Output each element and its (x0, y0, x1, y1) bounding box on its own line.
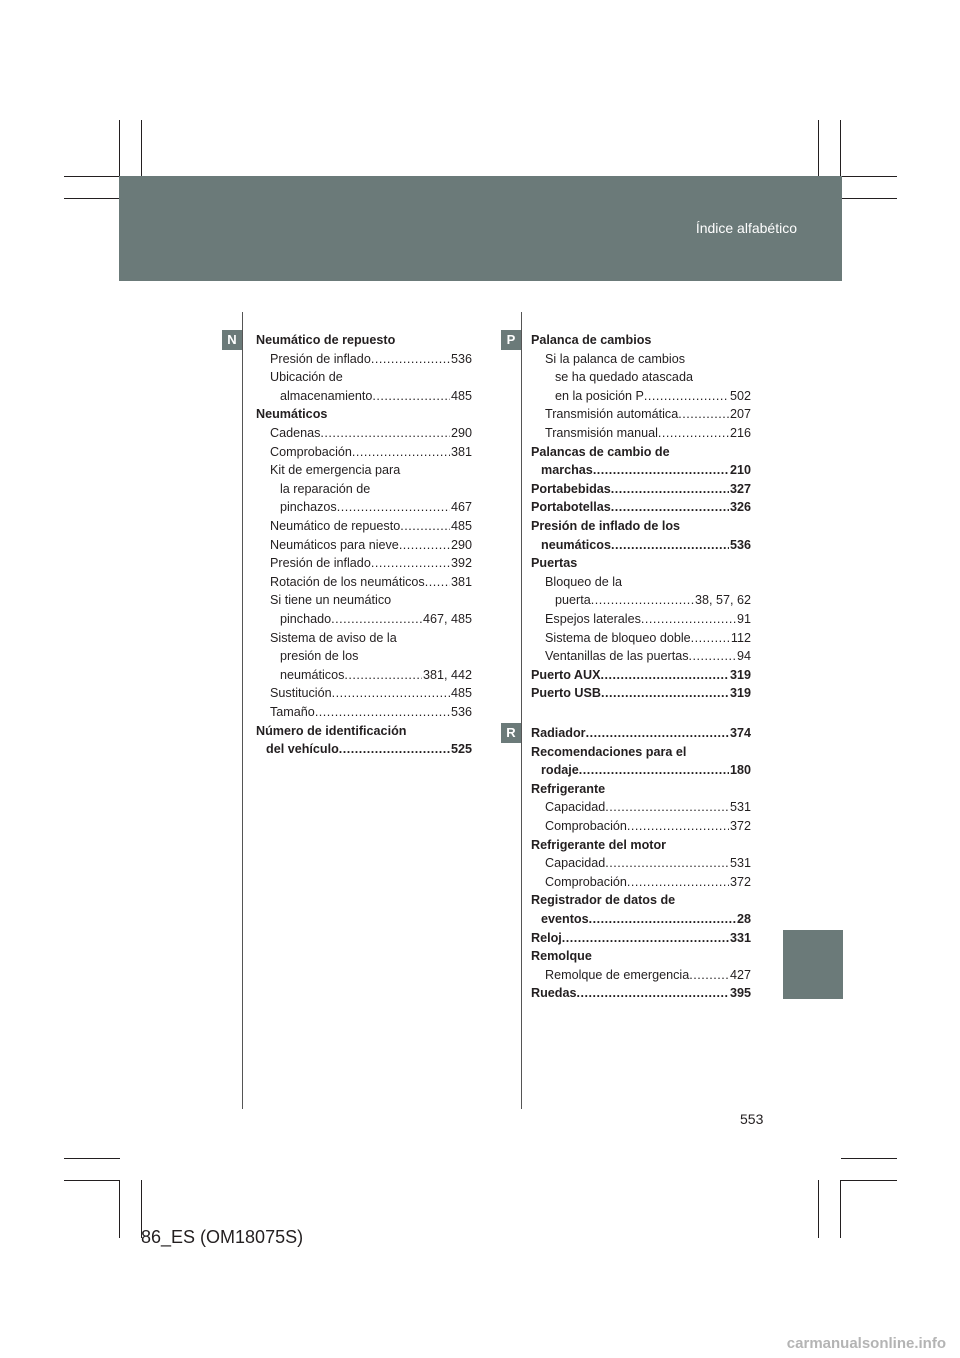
crop-mark (841, 198, 897, 199)
entry-page-ref: 531 (729, 856, 751, 871)
thumb-index-tab (783, 930, 843, 999)
entry-term: en la posición P (555, 388, 644, 403)
entry-term: Neumáticos para nieve (270, 537, 399, 552)
dot-leader (593, 461, 729, 480)
entry-term: Ubicación de (270, 370, 343, 385)
entry-term: Remolque de emergencia (545, 967, 690, 982)
column-divider (521, 312, 522, 1109)
index-entry (545, 350, 751, 369)
section-letter-r: R (501, 723, 521, 743)
index-entry (266, 740, 472, 759)
entry-page-ref: 319 (729, 667, 751, 682)
index-entry (531, 684, 751, 703)
entry-term: Bloqueo de la (545, 574, 623, 589)
index-entry (270, 536, 472, 555)
dot-leader (601, 684, 729, 703)
dot-leader (691, 629, 730, 648)
entry-page-ref: 216 (729, 426, 751, 440)
dot-leader (337, 498, 450, 517)
entry-term: Refrigerante (531, 781, 606, 796)
index-entry (531, 517, 751, 536)
entry-term: Presión de inflado (270, 556, 371, 571)
entry-term: puerta (555, 593, 591, 608)
index-entry (270, 573, 472, 592)
index-entry (555, 591, 751, 610)
dot-leader (641, 610, 736, 629)
entry-term: Kit de emergencia para (270, 463, 401, 478)
entry-page-ref: 392 (450, 556, 472, 571)
entry-term: Puertas (531, 556, 578, 571)
entry-page-ref: 319 (729, 686, 751, 701)
entry-term: Transmisión automática (545, 407, 679, 422)
index-entry (545, 424, 751, 443)
index-entry (531, 836, 751, 855)
entry-page-ref: 381 (450, 574, 472, 589)
index-entry (270, 350, 472, 369)
entry-term: rodaje (541, 763, 579, 778)
dot-leader (589, 910, 736, 929)
entry-term: Neumáticos (256, 407, 328, 422)
index-entry (280, 666, 472, 685)
entry-page-ref: 210 (729, 463, 751, 478)
index-entry (270, 517, 472, 536)
entry-page-ref: 372 (729, 819, 751, 833)
index-entry (280, 387, 472, 406)
entry-term: Presión de inflado de los (531, 519, 681, 533)
index-entry (270, 461, 472, 480)
entry-term: Recomendaciones para el (531, 744, 687, 759)
entry-page-ref: 485 (450, 388, 472, 403)
dot-leader (586, 724, 729, 743)
dot-leader (371, 350, 450, 369)
header-band (119, 176, 842, 281)
index-entry (545, 610, 751, 629)
index-entry (531, 891, 751, 910)
dot-leader (399, 536, 450, 555)
column-divider (242, 312, 243, 1109)
entry-page-ref: 180 (729, 763, 751, 778)
entry-page-ref: 327 (729, 481, 751, 496)
entry-term: Cadenas (270, 426, 321, 440)
index-entry (280, 647, 472, 666)
dot-leader (605, 854, 729, 873)
entry-term: Comprobación (270, 444, 352, 459)
entry-term: Palanca de cambios (531, 333, 652, 347)
index-entry (541, 536, 751, 555)
dot-leader (372, 387, 450, 406)
entry-page-ref: 91 (736, 612, 751, 626)
index-entry (545, 873, 751, 892)
dot-leader (320, 424, 450, 443)
dot-leader (611, 498, 729, 517)
entry-term: Portabebidas (531, 481, 611, 496)
index-entry (541, 910, 751, 929)
entry-term: Número de identificación (256, 723, 407, 738)
entry-term: Capacidad (545, 856, 606, 871)
entry-page-ref: 28 (736, 912, 751, 926)
entry-term: Comprobación (545, 874, 627, 889)
index-entry (256, 331, 472, 350)
dot-leader (611, 536, 729, 555)
index-entry (555, 368, 751, 387)
entry-term: Sistema de aviso de la (270, 630, 397, 645)
crop-mark (841, 176, 897, 177)
dot-leader (344, 666, 422, 685)
index-entry (270, 703, 472, 722)
entry-term: Neumático de repuesto (256, 333, 396, 347)
entry-term: almacenamiento (280, 388, 373, 403)
index-entry (545, 573, 751, 592)
entry-term: Puerto AUX (531, 667, 601, 682)
index-entry (531, 743, 751, 762)
index-entry (555, 387, 751, 406)
dot-leader (562, 929, 729, 948)
index-entry (531, 724, 751, 743)
crop-mark (64, 1180, 120, 1181)
entry-page-ref: 381 (450, 444, 472, 459)
entry-page-ref: 395 (729, 986, 751, 1001)
entry-page-ref: 467 (450, 500, 472, 515)
entry-page-ref: 331 (729, 930, 751, 945)
page-title: Índice alfabético (695, 220, 797, 236)
entry-page-ref: 290 (450, 537, 472, 552)
document-code: 86_ES (OM18075S) (141, 1227, 304, 1247)
index-entry (256, 722, 472, 741)
index-entry (270, 554, 472, 573)
entry-page-ref: 290 (450, 426, 472, 440)
dot-leader (339, 740, 450, 759)
entry-page-ref: 467, 485 (422, 612, 472, 626)
index-entry (541, 761, 751, 780)
crop-mark (818, 1180, 819, 1238)
dot-leader (577, 984, 729, 1003)
index-entry (280, 480, 472, 499)
entry-term: eventos (541, 912, 589, 926)
entry-term: Sustitución (270, 686, 332, 701)
crop-mark (841, 1158, 897, 1159)
dot-leader (315, 703, 450, 722)
entry-page-ref: 531 (729, 800, 751, 815)
dot-leader (627, 817, 729, 836)
dot-leader (425, 573, 450, 592)
entry-term: marchas (541, 463, 593, 478)
index-entry (270, 368, 472, 387)
crop-mark (119, 120, 120, 177)
crop-mark (64, 176, 120, 177)
entry-term: Presión de inflado (270, 351, 371, 366)
entry-page-ref: 374 (729, 726, 751, 740)
entry-term: Neumático de repuesto (270, 519, 401, 533)
index-entry (280, 610, 472, 629)
index-entry (270, 591, 472, 610)
index-entry (541, 461, 751, 480)
index-entry (531, 554, 751, 573)
dot-leader (331, 610, 422, 629)
entry-term: presión de los (280, 649, 359, 664)
entry-term: Ruedas (531, 986, 577, 1001)
entry-page-ref: 525 (450, 742, 472, 757)
entry-page-ref: 485 (450, 686, 472, 701)
dot-leader (644, 387, 729, 406)
index-entry (531, 947, 751, 966)
entry-page-ref: 326 (729, 500, 751, 515)
dot-leader (371, 554, 450, 573)
entry-term: Tamaño (270, 705, 315, 719)
crop-mark (840, 1180, 841, 1238)
dot-leader (658, 424, 729, 443)
section-letter-n: N (222, 330, 242, 350)
crop-mark (141, 120, 142, 177)
crop-mark (841, 1180, 897, 1181)
entry-page-ref: 536 (729, 537, 751, 552)
index-entry (531, 666, 751, 685)
index-entry (531, 984, 751, 1003)
index-entry (270, 684, 472, 703)
crop-mark (818, 120, 819, 177)
entry-page-ref: 94 (736, 649, 751, 664)
index-entry (280, 498, 472, 517)
index-entry (531, 929, 751, 948)
entry-term: Reloj (531, 930, 562, 945)
section-letter-p: P (501, 330, 521, 350)
index-entry (531, 498, 751, 517)
entry-page-ref: 38, 57, 62 (694, 593, 751, 608)
dot-leader (627, 873, 729, 892)
entry-term: Refrigerante del motor (531, 837, 667, 852)
entry-term: Si tiene un neumático (270, 593, 392, 608)
watermark: carmanualsonline.info (786, 1335, 946, 1352)
index-entry (545, 647, 751, 666)
index-entry (270, 443, 472, 462)
entry-term: del vehículo (266, 742, 339, 757)
dot-leader (611, 480, 729, 499)
entry-term: neumáticos (280, 667, 345, 682)
index-entry (531, 331, 751, 350)
dot-leader (579, 761, 729, 780)
entry-page-ref: 427 (729, 967, 751, 982)
entry-term: Remolque (531, 949, 592, 964)
dot-leader (689, 647, 736, 666)
index-entry (270, 629, 472, 648)
dot-leader (332, 684, 450, 703)
entry-term: Registrador de datos de (531, 893, 676, 908)
crop-mark (119, 1180, 120, 1238)
entry-term: se ha quedado atascada (555, 370, 693, 385)
crop-mark (64, 1158, 120, 1159)
index-entry (531, 780, 751, 799)
entry-term: Rotación de los neumáticos (270, 574, 425, 589)
dot-leader (400, 517, 450, 536)
dot-leader (605, 798, 729, 817)
entry-page-ref: 485 (450, 519, 472, 533)
index-entry (545, 854, 751, 873)
entry-page-ref: 112 (730, 630, 751, 645)
entry-term: neumáticos (541, 537, 611, 552)
entry-term: Puerto USB (531, 686, 601, 701)
index-entry (545, 629, 751, 648)
dot-leader (678, 405, 729, 424)
entry-page-ref: 207 (729, 407, 751, 422)
entry-term: Ventanillas de las puertas (545, 649, 689, 664)
index-entry (545, 798, 751, 817)
index-entry (545, 405, 751, 424)
entry-term: Si la palanca de cambios (545, 351, 686, 366)
entry-term: Sistema de bloqueo doble (545, 630, 691, 645)
dot-leader (601, 666, 729, 685)
entry-page-ref: 536 (450, 351, 472, 366)
entry-term: la reparación de (280, 481, 371, 496)
entry-term: Portabotellas (531, 500, 611, 515)
entry-term: Capacidad (545, 800, 606, 815)
entry-term: pinchazos (280, 500, 337, 515)
entry-term: Palancas de cambio de (531, 444, 670, 459)
crop-mark (64, 198, 120, 199)
dot-leader (689, 966, 729, 985)
dot-leader (591, 591, 694, 610)
entry-term: Espejos laterales (545, 612, 641, 626)
entry-term: pinchado (280, 612, 332, 626)
crop-mark (840, 120, 841, 177)
entry-page-ref: 381, 442 (422, 667, 472, 682)
index-entry (545, 817, 751, 836)
entry-page-ref: 536 (450, 705, 472, 719)
index-entry (531, 443, 751, 462)
index-entry (256, 405, 472, 424)
entry-page-ref: 502 (729, 388, 751, 403)
index-entry (545, 966, 751, 985)
index-entry (270, 424, 472, 443)
entry-page-ref: 372 (729, 874, 751, 889)
entry-term: Radiador (531, 726, 586, 740)
entry-term: Comprobación (545, 819, 627, 833)
page-number: 553 (740, 1111, 764, 1127)
entry-term: Transmisión manual (545, 426, 658, 440)
dot-leader (352, 443, 450, 462)
index-entry (531, 480, 751, 499)
